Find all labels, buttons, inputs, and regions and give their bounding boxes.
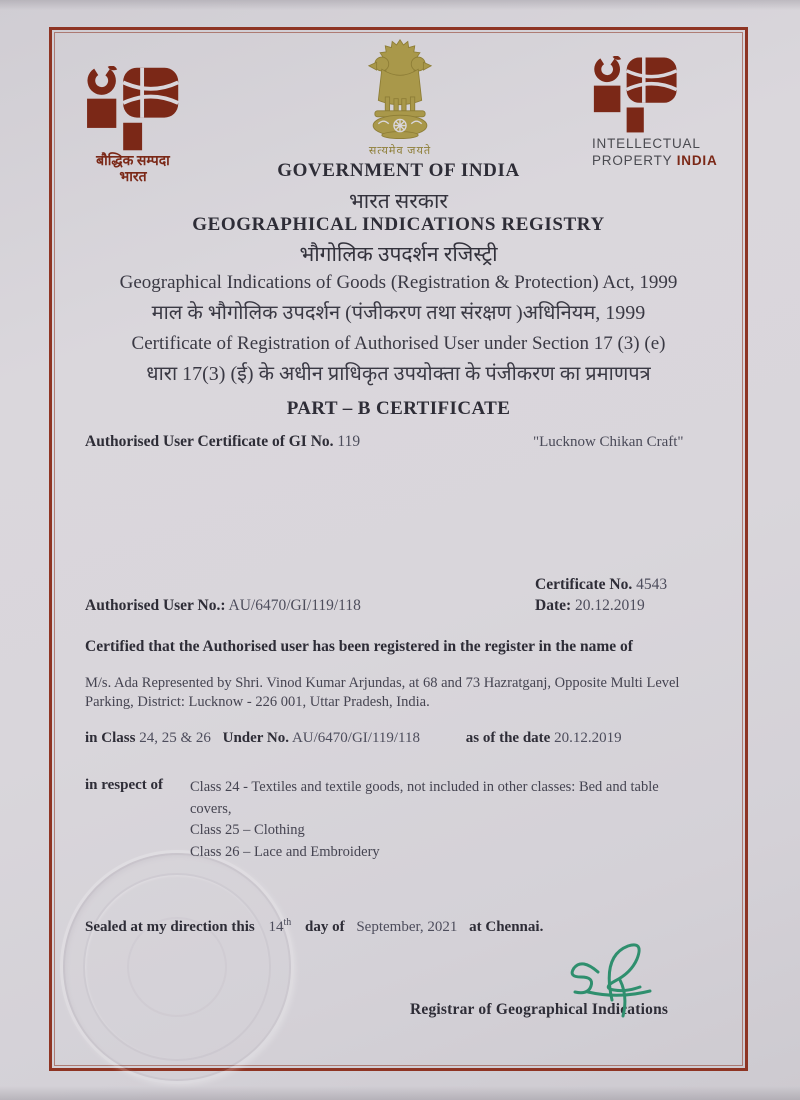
class-26-item: Class 26 – Lace and Embroidery [190,843,380,860]
ip-logo-caption-en-1: INTELLECTUAL [592,136,701,151]
goods-classes [190,777,696,863]
class-registration-line [85,730,700,747]
sealed-day: 14th [268,917,292,935]
date-label: Date: [535,597,572,614]
class-25-item: Class 25 – Clothing [190,822,305,838]
title-registry-hindi: भौगोलिक उपदर्शन रजिस्ट्री [299,242,498,266]
authorised-user-number-line [85,597,361,615]
under-number-label: Under No. [222,730,290,746]
title-government-of-india: GOVERNMENT OF INDIA [277,160,520,181]
sealed-date: September, 2021 [356,919,458,935]
part-b-title: PART – B CERTIFICATE [286,398,511,419]
class-value: 24, 25 & 26 [139,730,211,746]
date-value: 20.12.2019 [575,597,645,614]
certificate-section-title-hindi: धारा 17(3) (ई) के अधीन प्राधिकृत उपयोक्ता के पंजीकरण का प्रमाणपत्र [146,363,651,385]
ip-logo-caption-hindi-1: बौद्धिक सम्पदा [96,154,170,169]
state-emblem [345,38,455,158]
sealed-line [85,917,543,936]
gi-number-value: 119 [337,433,361,450]
title-government-hindi: भारत सरकार [349,189,448,213]
ip-india-logo-right [592,56,742,169]
authorised-user-number-value: AU/6470/GI/119/118 [228,597,361,614]
act-title: Geographical Indications of Goods (Registration & Protection) Act, 1999 [119,272,678,293]
act-title-hindi: माल के भौगोलिक उपदर्शन (पंजीकरण तथा संरक्षण )अधिनियम, 1999 [151,302,646,324]
certificate-number-label: Certificate No. [535,576,633,593]
respect-label: in respect of [85,777,164,793]
under-number-value: AU/6470/GI/119/118 [291,730,421,746]
certificate-section-title: Certificate of Registration of Authorised User under Section 17 (3) (e) [131,333,666,354]
gi-number-line [85,433,360,451]
class-label: in Class [85,730,136,746]
asof-value: 20.12.2019 [554,730,622,746]
registrar-signature-icon [560,938,680,1022]
sealed-text-3: at Chennai. [469,919,544,935]
ip-logo-caption-hindi-2: भारत [119,170,147,185]
certificate-number-line [535,576,667,594]
asof-label: as of the date [465,730,551,746]
embossed-seal-icon [60,850,294,1084]
holder-address: M/s. Ada Represented by Shri. Vinod Kumar Arjundas, at 68 and 73 Hazratganj, Opposite Multi Level Parking, District: Lucknow - 226 001, Uttar Pradesh, India. [85,675,680,710]
state-emblem-icon [354,38,446,142]
certified-statement: Certified that the Authorised user has been registered in the register in the name of [85,638,633,655]
ip-monogram-icon [592,56,680,134]
gi-name: "Lucknow Chikan Craft" [533,434,684,450]
emblem-motto: सत्यमेव जयते [368,145,432,157]
registrar-title: Registrar of Geographical Indications [410,1001,669,1018]
title-registry: GEOGRAPHICAL INDICATIONS REGISTRY [192,214,605,235]
class-24-item: Class 24 - Textiles and textile goods, not included in other classes: Bed and table covers, [190,779,659,817]
ip-monogram-icon [85,66,182,152]
date-line [535,597,645,615]
sealed-text-1: Sealed at my direction this [85,919,255,935]
certificate-number-value: 4543 [636,576,668,593]
ip-logo-caption-en-2: PROPERTY INDIA [592,153,718,168]
sealed-text-2: day of [305,919,345,935]
authorised-user-number-label: Authorised User No.: [85,597,226,614]
gi-number-label: Authorised User Certificate of GI No. [85,433,334,450]
